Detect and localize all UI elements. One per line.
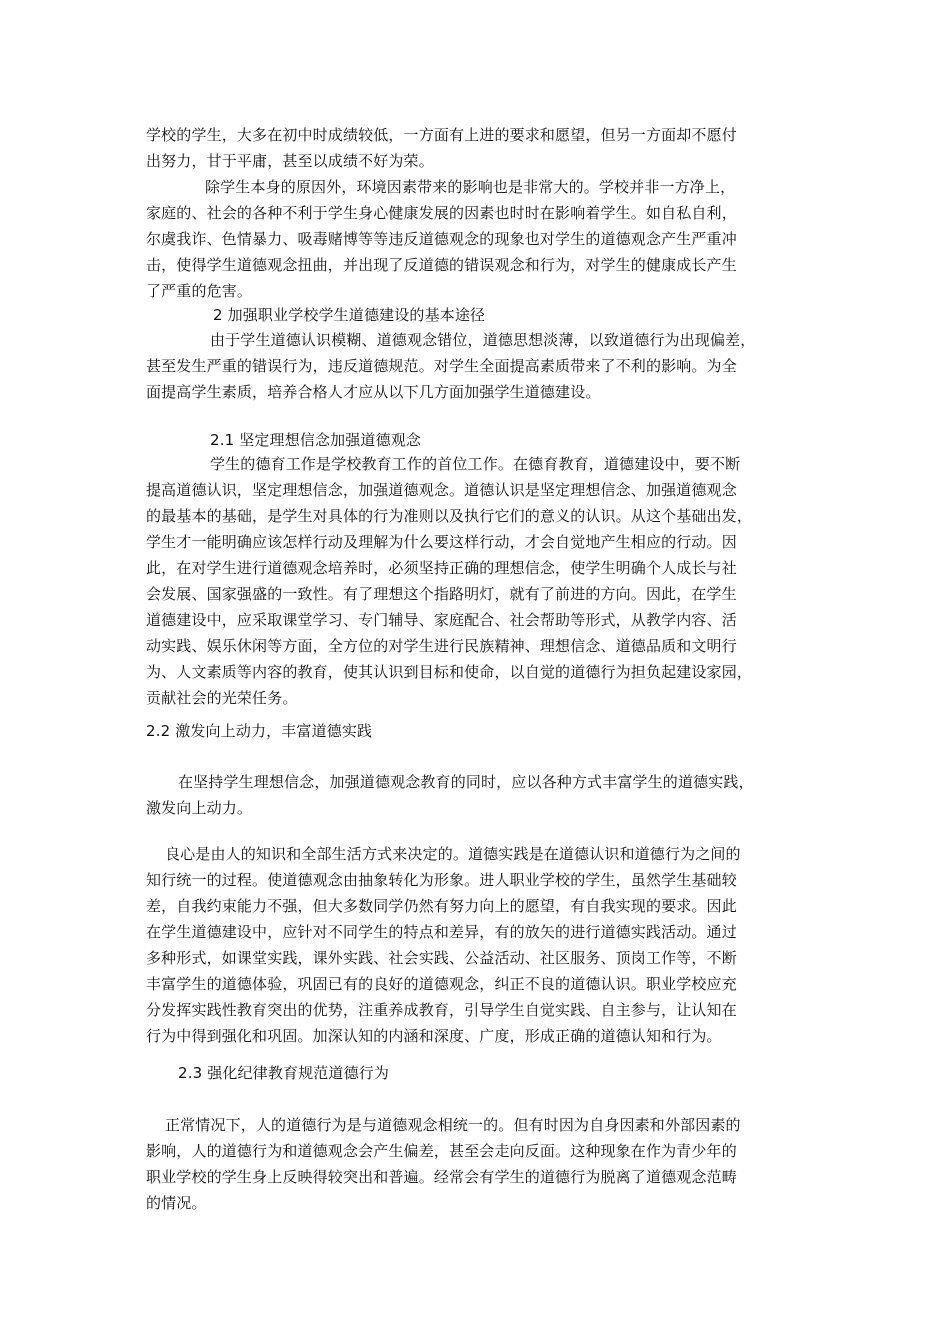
text-line: 击，使得学生道德观念扭曲，并出现了反道德的错误观念和行为，对学生的健康成长产生 xyxy=(146,256,737,274)
text-line: 为、人文素质等内容的教育，使其认识到目标和使命，以自觉的道德行为担负起建设家园， xyxy=(146,663,753,681)
text-line: 学校的学生，大多在初中时成绩较低，一方面有上进的要求和愿望，但另一方面却不愿付 xyxy=(146,126,737,144)
text-line: 此，在对学生进行道德观念培养时，必须坚持正确的理想信念，使学生明确个人成长与社 xyxy=(146,559,737,577)
text-line: 尔虞我诈、色情暴力、吸毒赌博等等违反道德观念的现象也对学生的道德观念产生严重冲 xyxy=(146,230,737,248)
text-line: 在坚持学生理想信念，加强道德观念教育的同时，应以各种方式丰富学生的道德实践， xyxy=(178,773,754,791)
text-line: 动实践、娱乐休闲等方面，全方位的对学生进行民族精神、理想信念、道德品质和文明行 xyxy=(146,637,737,655)
section-heading: 2.1 坚定理想信念加强道德观念 xyxy=(210,431,422,449)
section-heading: 2.3 强化纪律教育规范道德行为 xyxy=(178,1064,390,1082)
text-line: 甚至发生严重的错误行为，违反道德规范。对学生全面提高素质带来了不利的影响。为全 xyxy=(146,357,737,375)
text-line: 职业学校的学生身上反映得较突出和普遍。经常会有学生的道德行为脱离了道德观念范畴 xyxy=(146,1168,737,1186)
text-line: 贡献社会的光荣任务。 xyxy=(146,689,298,707)
text-line: 的最基本的基础，是学生对具体的行为准则以及执行它们的意义的认识。从这个基础出发， xyxy=(146,507,753,525)
text-line: 出努力，甘于平庸，甚至以成绩不好为荣。 xyxy=(146,152,434,170)
text-line: 面提高学生素质，培养合格人才应从以下几方面加强学生道德建设。 xyxy=(146,383,601,401)
text-line: 行为中得到强化和巩固。加深认知的内涵和深度、广度，形成正确的道德认知和行为。 xyxy=(146,1027,722,1045)
text-line: 在学生道德建设中，应针对不同学生的特点和差异，有的放矢的进行道德实践活动。通过 xyxy=(146,923,737,941)
text-line: 丰富学生的道德体验，巩固已有的良好的道德观念，纠正不良的道德认识。职业学校应充 xyxy=(146,975,737,993)
text-line: 家庭的、社会的各种不利于学生身心健康发展的因素也时时在影响着学生。如自私自利， xyxy=(146,204,737,222)
text-line: 分发挥实践性教育突出的优势，注重养成教育，引导学生自觉实践、自主参与，让认知在 xyxy=(146,1001,737,1019)
text-line: 差，自我约束能力不强，但大多数同学仍然有努力向上的愿望，有自我实现的要求。因此 xyxy=(146,897,737,915)
text-line: 良心是由人的知识和全部生活方式来决定的。道德实践是在道德认识和道德行为之间的 xyxy=(165,845,741,863)
text-line: 正常情况下，人的道德行为是与道德观念相统一的。但有时因为自身因素和外部因素的 xyxy=(165,1116,741,1134)
text-line: 由于学生道德认识模糊、道德观念错位，道德思想淡薄，以致道德行为出现偏差， xyxy=(210,331,756,349)
text-line: 知行统一的过程。使道德观念由抽象转化为形象。进人职业学校的学生，虽然学生基础较 xyxy=(146,871,737,889)
text-line: 学生才一能明确应该怎样行动及理解为什么要这样行动，才会自觉地产生相应的行动。因 xyxy=(146,533,737,551)
section-heading: 2.2 激发向上动力，丰富道德实践 xyxy=(146,722,373,740)
text-line: 学生的德育工作是学校教育工作的首位工作。在德育教育，道德建设中，要不断 xyxy=(210,455,741,473)
text-line: 了严重的危害。 xyxy=(146,282,253,300)
section-heading: 2 加强职业学校学生道德建设的基本途径 xyxy=(213,306,486,324)
text-line: 影响，人的道德行为和道德观念会产生偏差，甚至会走向反面。这种现象在作为青少年的 xyxy=(146,1142,737,1160)
text-line: 提高道德认识，坚定理想信念，加强道德观念。道德认识是坚定理想信念、加强道德观念 xyxy=(146,481,737,499)
text-line: 激发向上动力。 xyxy=(146,799,253,817)
text-line: 的情况。 xyxy=(146,1194,207,1212)
text-line: 会发展、国家强盛的一致性。有了理想这个指路明灯，就有了前进的方向。因此，在学生 xyxy=(146,585,737,603)
text-line: 除学生本身的原因外，环境因素带来的影响也是非常大的。学校并非一方净上， xyxy=(205,178,736,196)
text-line: 多种形式，如课堂实践，课外实践、社会实践、公益活动、社区服务、顶岗工作等，不断 xyxy=(146,949,737,967)
text-line: 道德建设中，应采取课堂学习、专门辅导、家庭配合、社会帮助等形式，从教学内容、活 xyxy=(146,611,737,629)
